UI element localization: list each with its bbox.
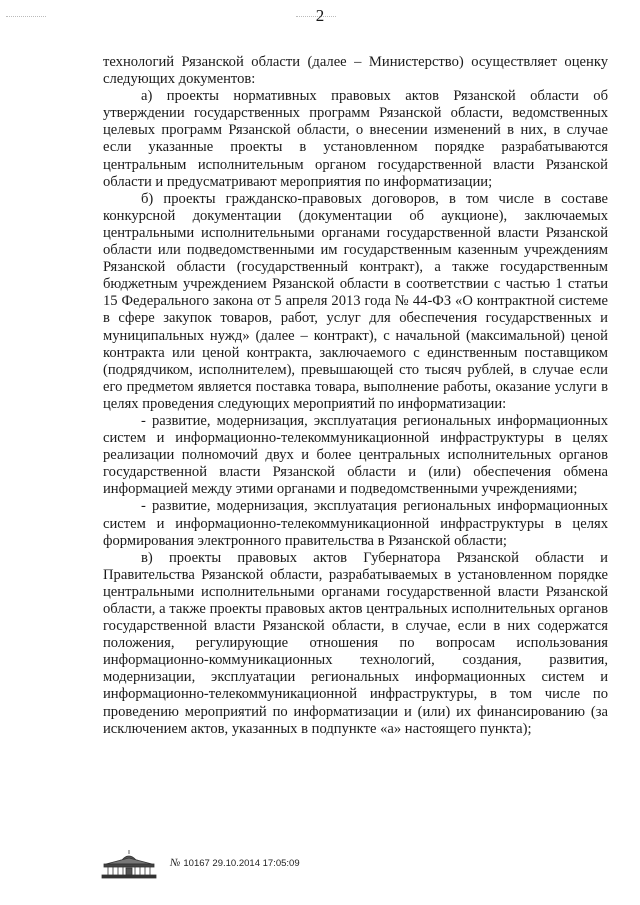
paragraph-intro: технологий Рязанской области (далее – Министерство) осуществляет оценку следующих документов: [103,54,608,88]
page-number: 2 [315,6,325,25]
paragraph-item-v: в) проекты правовых актов Губернатора Рязанской области и Правительства Рязанской области, разрабатываемых в установленном порядке центральными исполнительными органами государственной власти Рязанской области, а также проекты правовых актов центральных исполнительных органов государственной власти Рязанской области, в случае, если в них содержатся положения, регулирующие отношения по вопросам использования информационно-коммуникационных технологий, создания, развития, модернизации, эксплуатации региональных информационных систем и информационно-телекоммуникационной инфраструктуры, в том числе по проведению мероприятий по информатизации и (или) их финансированию (за исключением актов, указанных в подпункте «а» настоящего пункта); [103,549,608,737]
paragraph-bullet-2: - развитие, модернизация, эксплуатация региональных информационных систем и информационно-телекоммуникационной инфраструктуры в целях формирования электронного правительства в Рязанской области; [103,498,608,549]
paragraph-bullet-1: - развитие, модернизация, эксплуатация региональных информационных систем и информационно-телекоммуникационной инфраструктуры в целях реализации полномочий двух и более центральных исполнительных органов государственной власти Рязанской области и (или) обеспечения обмена информацией между этими органами и подведомственными учреждениями; [103,412,608,498]
document-body [103,54,608,738]
paragraph-item-a: а) проекты нормативных правовых актов Рязанской области об утверждении государственных программ Рязанской области, ведомственных целевых программ Рязанской области, о внесении изменений в них, в случае если указанные проекты в установленном порядке разрабатываются центральным исполнительным органом государственной власти Рязанской области и предусматривают мероприятия по информатизации; [103,88,608,190]
government-building-logo [100,848,158,880]
registration-number-datetime: 10167 29.10.2014 17:05:09 [183,858,300,869]
paragraph-item-b: б) проекты гражданско-правовых договоров, в том числе в составе конкурсной документации (документации об аукционе), заключаемых центральными исполнительными органами государственной власти Рязанской области или подведомственными им государственным казенным учреждениям Рязанской области (государственный контракт), а также государственным бюджетным учреждением Рязанской области в соответствии с частью 1 статьи 15 Федерального закона от 5 апреля 2013 года № 44-ФЗ «О контрактной системе в сфере закупок товаров, работ, услуг для обеспечения государственных и муниципальных нужд» (далее – контракт), с начальной (максимальной) ценой контракта или ценой контракта, заключаемого с единственным поставщиком (подрядчиком, исполнителем), превышающей сто тысяч рублей, в случае если его предметом является поставка товара, выполнение работы, оказание услуги в целях проведения следующих мероприятий по информатизации: [103,190,608,412]
number-sign: № [170,857,181,869]
registration-footer [100,848,360,882]
registration-stamp [170,857,300,870]
